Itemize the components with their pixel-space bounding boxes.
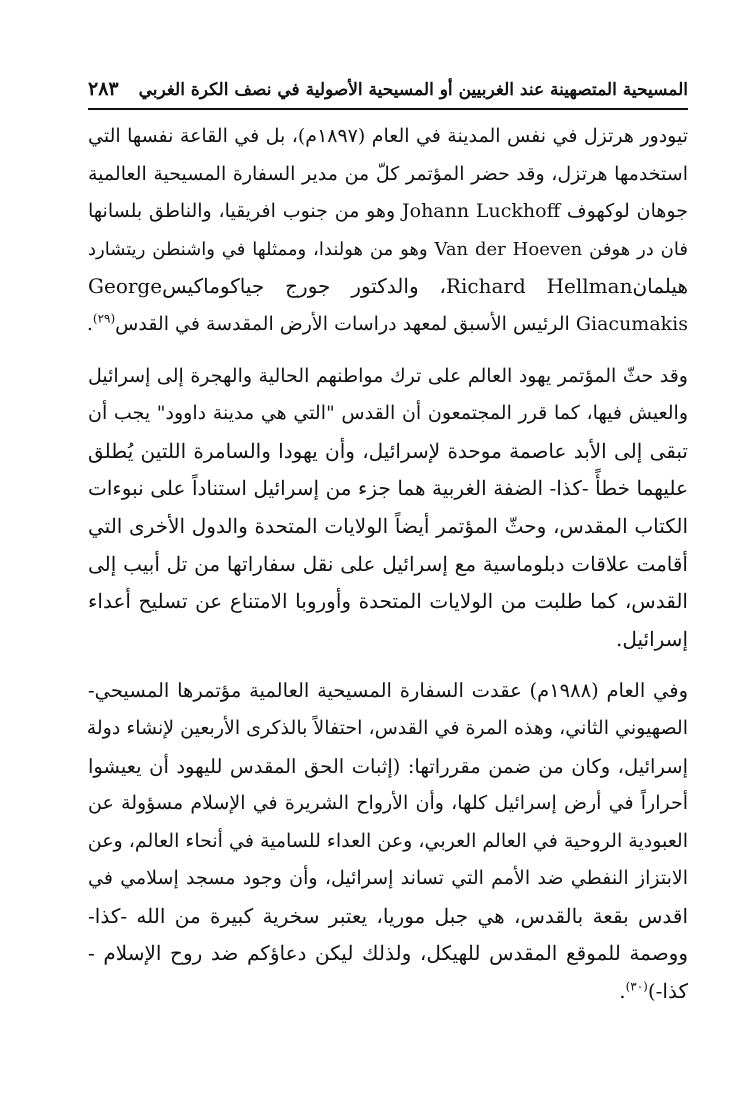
text-line: الكتاب المقدس، وحثّ المؤتمر أيضاً الولايات المتحدة والدول الأخرى التي xyxy=(88,513,689,538)
text-line-last xyxy=(88,306,688,344)
line-end-punct: . xyxy=(86,312,93,335)
text-line: عليهما خطأً -كذا- الضفة الغربية هما جزء من إسرائيل استناداً على نبوءات xyxy=(88,476,688,501)
text-line: والعيش فيها، كما قرر المجتمعون أن القدس "التي هي مدينة داوود" يجب أن xyxy=(88,402,688,425)
paragraph-2 xyxy=(88,358,688,659)
text-line-content: كذا-) xyxy=(647,979,688,1004)
text-line: أقامت علاقات دبلوماسية مع إسرائيل على نقل سفاراتها من تل أبيب إلى xyxy=(88,551,688,576)
footnote-marker[interactable]: (٢٩) xyxy=(92,311,116,326)
text-line: هيلمانRichard Hellman، والدكتور جورج جياكوماكيسGeorge xyxy=(88,274,688,299)
paragraph-1 xyxy=(88,118,688,344)
page-number: ٢٨٣ xyxy=(88,78,119,100)
text-line: اقدس بقعة بالقدس، هي جبل موريا، يعتبر سخرية كبيرة من الله -كذا- xyxy=(88,903,688,928)
text-line: فان در هوفن Van der Hoeven وهو من هولندا، وممثلها في واشنطن ريتشارد xyxy=(88,238,688,260)
text-line: العبودية الروحية في العالم العربي، وعن العداء للسامية في أنحاء العالم، وعن xyxy=(87,829,688,852)
book-page xyxy=(88,78,688,1011)
header-rule xyxy=(88,108,688,110)
text-line: جوهان لوكهوف Johann Luckhoff وهو من جنوب افريقيا، والناطق بلسانها xyxy=(88,200,688,223)
text-line: إسرائيل، وكان من ضمن مقرراتها: (إثبات الحق المقدس لليهود أن يعيشوا xyxy=(88,754,688,778)
line-end-punct: . xyxy=(619,979,626,1004)
footnote-marker[interactable]: (٣٠) xyxy=(625,979,648,994)
text-line-last xyxy=(88,973,688,1011)
paragraph-3 xyxy=(88,672,688,1010)
text-line: أحراراً في أرض إسرائيل كلها، وأن الأرواح الشريرة في الإسلام مسؤولة عن xyxy=(88,792,688,815)
text-line: وفي العام (١٩٨٨م) عقدت السفارة المسيحية العالمية مؤتمرها المسيحي- xyxy=(88,679,688,703)
text-line-last: إسرائيل. xyxy=(615,626,688,651)
text-line: الابتزاز النفطي ضد الأمم التي تساند إسرائيل، وأن وجود مسجد إسلامي في xyxy=(88,867,688,890)
running-header-title: المسيحية المتصهينة عند الغربيين أو المسيحية الأصولية في نصف الكرة الغربي xyxy=(138,80,688,100)
text-line: تيودور هرتزل في نفس المدينة في العام (١٨٩٧م)، بل في القاعة نفسها التي xyxy=(88,125,688,147)
text-line: الصهيوني الثاني، وهذه المرة في القدس، احتفالاً بالذكرى الأربعين لإنشاء دولة xyxy=(86,716,688,739)
text-line: القدس، كما طلبت من الولايات المتحدة وأوروبا الامتناع عن تسليح أعداء xyxy=(88,589,688,614)
text-line: ووصمة للموقع المقدس للهيكل، ولذلك ليكن دعاؤكم ضد روح الإسلام - xyxy=(88,941,688,966)
text-line: استخدمها هرتزل، وقد حضر المؤتمر كلّ من مدير السفارة المسيحية العالمية xyxy=(88,162,688,185)
text-line: وقد حثّ المؤتمر يهود العالم على ترك مواطنهم الحالية والهجرة إلى إسرائيل xyxy=(88,364,688,387)
text-line: تبقى إلى الأبد عاصمة موحدة لإسرائيل، وأن يهودا والسامرة اللتين يُطلق xyxy=(88,438,688,463)
running-header xyxy=(88,78,688,108)
text-line-content: Giacumakis الرئيس الأسبق لمعهد دراسات الأرض المقدسة في القدس xyxy=(115,312,688,335)
